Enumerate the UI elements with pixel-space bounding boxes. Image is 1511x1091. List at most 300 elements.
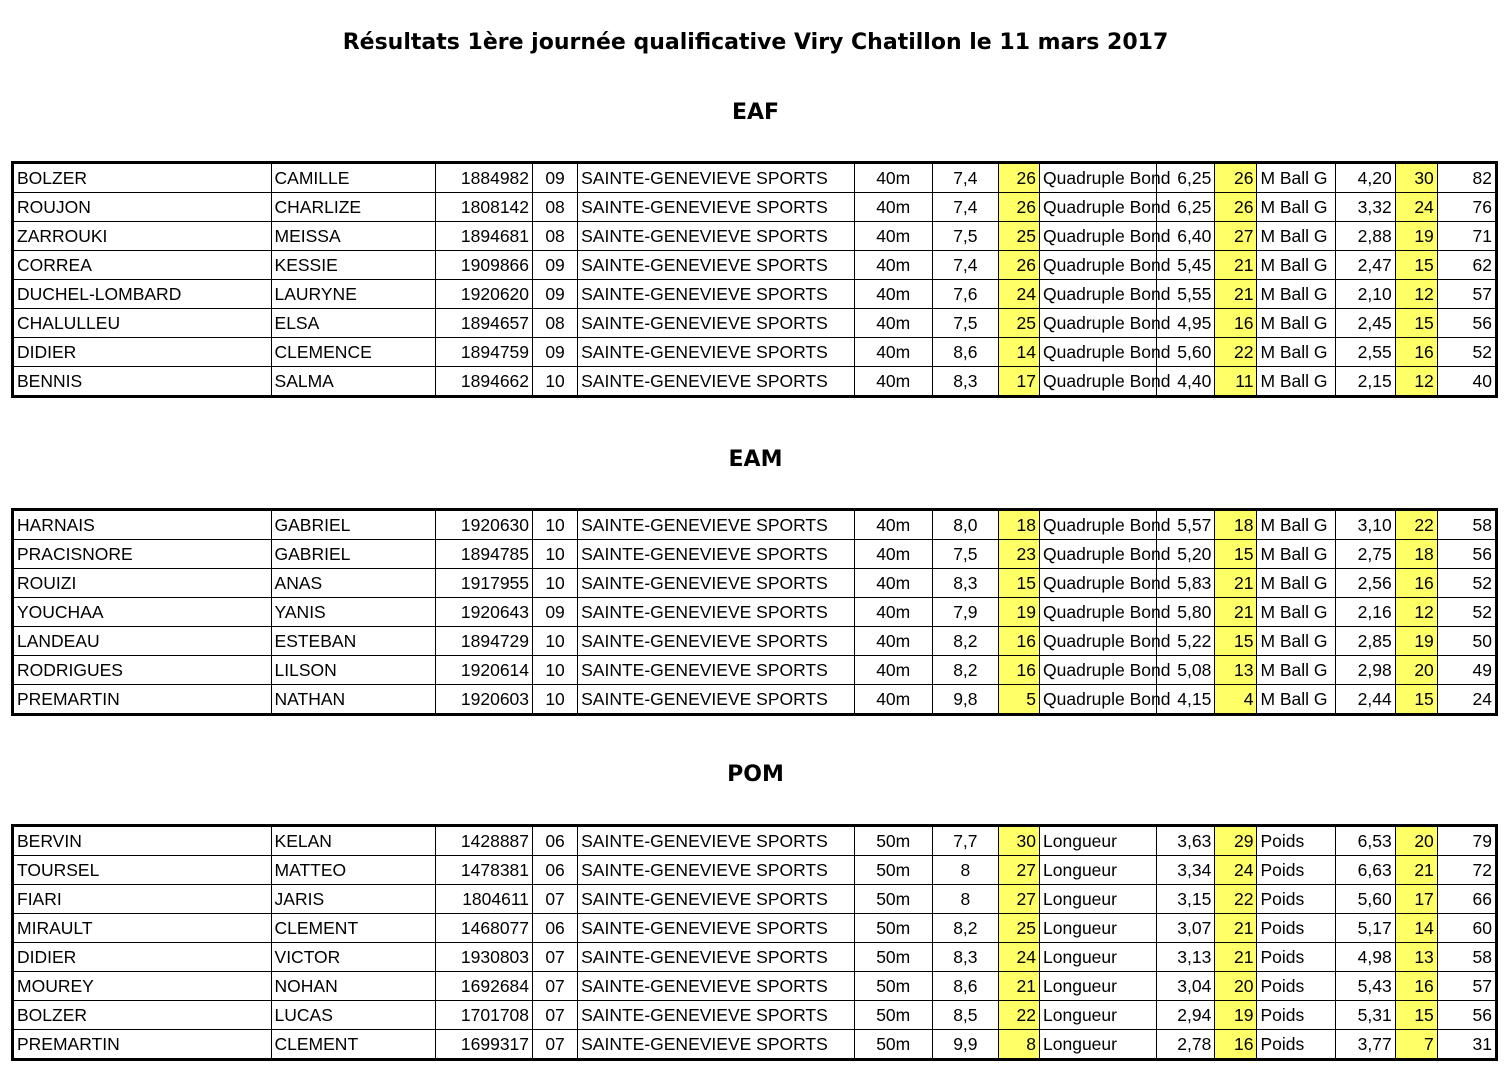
cell-first-name: LAURYNE xyxy=(271,280,435,309)
table-row xyxy=(13,856,1497,885)
cell-event1: 40m xyxy=(854,163,932,193)
cell-first-name: LILSON xyxy=(271,656,435,685)
cell-perf3: 4,98 xyxy=(1335,943,1395,972)
cell-event3: M Ball G xyxy=(1257,598,1335,627)
cell-last-name: RODRIGUES xyxy=(13,656,272,685)
cell-total: 82 xyxy=(1437,163,1496,193)
cell-total: 56 xyxy=(1437,309,1496,338)
cell-event2: Quadruple Bond xyxy=(1040,309,1157,338)
cell-last-name: TOURSEL xyxy=(13,856,272,885)
cell-pts3: 16 xyxy=(1395,972,1437,1001)
cell-event3: M Ball G xyxy=(1257,338,1335,367)
cell-club: SAINTE-GENEVIEVE SPORTS xyxy=(578,943,855,972)
cell-perf1: 8,2 xyxy=(932,914,998,943)
cell-pts2: 21 xyxy=(1215,914,1257,943)
cell-last-name: PREMARTIN xyxy=(13,1030,272,1060)
cell-year: 09 xyxy=(533,163,578,193)
cell-license: 1894681 xyxy=(435,222,532,251)
cell-last-name: BENNIS xyxy=(13,367,272,397)
cell-perf1: 8,2 xyxy=(932,656,998,685)
table-row xyxy=(13,510,1497,540)
cell-pts1: 23 xyxy=(998,540,1039,569)
cell-event2: Longueur xyxy=(1040,972,1157,1001)
cell-event1: 50m xyxy=(854,1001,932,1030)
cell-event3: Poids xyxy=(1257,1030,1335,1060)
cell-perf3: 2,10 xyxy=(1335,280,1395,309)
cell-event1: 40m xyxy=(854,510,932,540)
cell-event2: Quadruple Bond xyxy=(1040,280,1157,309)
cell-perf2: 4,15 xyxy=(1157,685,1215,715)
cell-event2: Quadruple Bond xyxy=(1040,163,1157,193)
cell-perf1: 8,3 xyxy=(932,943,998,972)
cell-event2: Quadruple Bond xyxy=(1040,338,1157,367)
cell-year: 10 xyxy=(533,569,578,598)
table-row xyxy=(13,540,1497,569)
cell-perf3: 2,88 xyxy=(1335,222,1395,251)
cell-club: SAINTE-GENEVIEVE SPORTS xyxy=(578,367,855,397)
cell-perf1: 8,5 xyxy=(932,1001,998,1030)
cell-event3: Poids xyxy=(1257,914,1335,943)
cell-total: 79 xyxy=(1437,826,1496,856)
table-row xyxy=(13,338,1497,367)
cell-last-name: CHALULLEU xyxy=(13,309,272,338)
cell-pts1: 25 xyxy=(998,309,1039,338)
cell-perf1: 8,6 xyxy=(932,972,998,1001)
cell-club: SAINTE-GENEVIEVE SPORTS xyxy=(578,972,855,1001)
cell-event2: Quadruple Bond xyxy=(1040,685,1157,715)
cell-first-name: GABRIEL xyxy=(271,510,435,540)
cell-perf1: 8,6 xyxy=(932,338,998,367)
cell-last-name: MIRAULT xyxy=(13,914,272,943)
cell-event3: Poids xyxy=(1257,943,1335,972)
cell-pts3: 15 xyxy=(1395,251,1437,280)
cell-last-name: DIDIER xyxy=(13,338,272,367)
cell-pts1: 21 xyxy=(998,972,1039,1001)
cell-perf2: 5,57 xyxy=(1157,510,1215,540)
cell-perf3: 2,16 xyxy=(1335,598,1395,627)
cell-event2: Quadruple Bond xyxy=(1040,251,1157,280)
cell-perf2: 5,08 xyxy=(1157,656,1215,685)
cell-total: 52 xyxy=(1437,598,1496,627)
cell-last-name: DIDIER xyxy=(13,943,272,972)
cell-event2: Longueur xyxy=(1040,856,1157,885)
cell-event2: Quadruple Bond xyxy=(1040,367,1157,397)
section-title-eam: EAM xyxy=(728,447,783,472)
cell-first-name: ANAS xyxy=(271,569,435,598)
cell-perf1: 7,4 xyxy=(932,251,998,280)
cell-pts2: 27 xyxy=(1215,222,1257,251)
cell-pts1: 15 xyxy=(998,569,1039,598)
cell-event1: 50m xyxy=(854,914,932,943)
table-row xyxy=(13,972,1497,1001)
cell-event3: M Ball G xyxy=(1257,510,1335,540)
cell-first-name: JARIS xyxy=(271,885,435,914)
cell-club: SAINTE-GENEVIEVE SPORTS xyxy=(578,510,855,540)
cell-perf1: 7,5 xyxy=(932,222,998,251)
cell-total: 60 xyxy=(1437,914,1496,943)
cell-year: 06 xyxy=(533,856,578,885)
cell-pts3: 16 xyxy=(1395,338,1437,367)
cell-license: 1701708 xyxy=(435,1001,532,1030)
cell-perf3: 3,77 xyxy=(1335,1030,1395,1060)
cell-license: 1909866 xyxy=(435,251,532,280)
cell-pts2: 18 xyxy=(1215,510,1257,540)
cell-event3: Poids xyxy=(1257,1001,1335,1030)
cell-perf2: 4,40 xyxy=(1157,367,1215,397)
cell-last-name: HARNAIS xyxy=(13,510,272,540)
cell-event2: Quadruple Bond xyxy=(1040,627,1157,656)
cell-year: 08 xyxy=(533,309,578,338)
cell-perf1: 8,2 xyxy=(932,627,998,656)
cell-event1: 40m xyxy=(854,309,932,338)
cell-pts3: 22 xyxy=(1395,510,1437,540)
cell-perf1: 7,4 xyxy=(932,163,998,193)
cell-perf3: 6,53 xyxy=(1335,826,1395,856)
cell-event3: M Ball G xyxy=(1257,656,1335,685)
cell-first-name: LUCAS xyxy=(271,1001,435,1030)
cell-license: 1894785 xyxy=(435,540,532,569)
cell-perf3: 5,60 xyxy=(1335,885,1395,914)
cell-pts2: 21 xyxy=(1215,280,1257,309)
cell-perf2: 5,60 xyxy=(1157,338,1215,367)
cell-pts2: 20 xyxy=(1215,972,1257,1001)
cell-perf3: 2,15 xyxy=(1335,367,1395,397)
cell-perf3: 3,32 xyxy=(1335,193,1395,222)
cell-total: 31 xyxy=(1437,1030,1496,1060)
cell-event1: 40m xyxy=(854,569,932,598)
cell-event2: Longueur xyxy=(1040,914,1157,943)
cell-total: 62 xyxy=(1437,251,1496,280)
cell-perf1: 9,9 xyxy=(932,1030,998,1060)
cell-pts1: 27 xyxy=(998,885,1039,914)
cell-first-name: GABRIEL xyxy=(271,540,435,569)
cell-pts2: 16 xyxy=(1215,1030,1257,1060)
cell-perf2: 3,07 xyxy=(1157,914,1215,943)
cell-perf1: 7,7 xyxy=(932,826,998,856)
cell-event3: M Ball G xyxy=(1257,222,1335,251)
cell-total: 57 xyxy=(1437,280,1496,309)
cell-license: 1808142 xyxy=(435,193,532,222)
cell-license: 1917955 xyxy=(435,569,532,598)
cell-first-name: VICTOR xyxy=(271,943,435,972)
cell-event1: 40m xyxy=(854,685,932,715)
cell-pts2: 22 xyxy=(1215,338,1257,367)
cell-pts3: 14 xyxy=(1395,914,1437,943)
cell-total: 40 xyxy=(1437,367,1496,397)
cell-pts1: 19 xyxy=(998,598,1039,627)
cell-last-name: ROUIZI xyxy=(13,569,272,598)
table-row xyxy=(13,163,1497,193)
cell-event3: M Ball G xyxy=(1257,627,1335,656)
cell-last-name: FIARI xyxy=(13,885,272,914)
cell-perf3: 2,47 xyxy=(1335,251,1395,280)
cell-perf3: 2,75 xyxy=(1335,540,1395,569)
cell-license: 1894662 xyxy=(435,367,532,397)
cell-pts2: 21 xyxy=(1215,569,1257,598)
table-row xyxy=(13,885,1497,914)
cell-pts3: 12 xyxy=(1395,367,1437,397)
cell-last-name: BERVIN xyxy=(13,826,272,856)
results-table-eam xyxy=(11,508,1498,716)
cell-year: 10 xyxy=(533,656,578,685)
cell-first-name: NOHAN xyxy=(271,972,435,1001)
cell-event3: M Ball G xyxy=(1257,540,1335,569)
cell-first-name: KELAN xyxy=(271,826,435,856)
cell-total: 57 xyxy=(1437,972,1496,1001)
cell-pts2: 21 xyxy=(1215,251,1257,280)
cell-perf1: 8 xyxy=(932,885,998,914)
cell-last-name: PREMARTIN xyxy=(13,685,272,715)
cell-club: SAINTE-GENEVIEVE SPORTS xyxy=(578,163,855,193)
cell-pts1: 27 xyxy=(998,856,1039,885)
cell-perf3: 2,85 xyxy=(1335,627,1395,656)
cell-pts2: 11 xyxy=(1215,367,1257,397)
cell-pts2: 4 xyxy=(1215,685,1257,715)
cell-pts2: 16 xyxy=(1215,309,1257,338)
cell-pts2: 13 xyxy=(1215,656,1257,685)
cell-event2: Quadruple Bond xyxy=(1040,510,1157,540)
cell-year: 07 xyxy=(533,1001,578,1030)
page-title: Résultats 1ère journée qualificative Viry Chatillon le 11 mars 2017 xyxy=(342,30,1169,55)
table-row xyxy=(13,367,1497,397)
cell-total: 66 xyxy=(1437,885,1496,914)
cell-pts1: 16 xyxy=(998,656,1039,685)
cell-first-name: SALMA xyxy=(271,367,435,397)
cell-pts3: 19 xyxy=(1395,627,1437,656)
cell-event1: 40m xyxy=(854,280,932,309)
cell-event1: 50m xyxy=(854,856,932,885)
cell-first-name: CLEMENT xyxy=(271,1030,435,1060)
cell-event3: Poids xyxy=(1257,856,1335,885)
cell-pts3: 15 xyxy=(1395,685,1437,715)
cell-perf1: 8,0 xyxy=(932,510,998,540)
cell-pts3: 15 xyxy=(1395,1001,1437,1030)
cell-event2: Quadruple Bond xyxy=(1040,193,1157,222)
cell-last-name: BOLZER xyxy=(13,163,272,193)
cell-license: 1920630 xyxy=(435,510,532,540)
cell-event3: M Ball G xyxy=(1257,569,1335,598)
cell-pts1: 22 xyxy=(998,1001,1039,1030)
cell-total: 58 xyxy=(1437,943,1496,972)
cell-event1: 40m xyxy=(854,540,932,569)
cell-pts2: 21 xyxy=(1215,598,1257,627)
cell-pts1: 14 xyxy=(998,338,1039,367)
cell-first-name: NATHAN xyxy=(271,685,435,715)
cell-event1: 40m xyxy=(854,367,932,397)
cell-pts3: 24 xyxy=(1395,193,1437,222)
cell-license: 1804611 xyxy=(435,885,532,914)
cell-pts3: 30 xyxy=(1395,163,1437,193)
cell-perf2: 2,78 xyxy=(1157,1030,1215,1060)
table-row xyxy=(13,826,1497,856)
cell-year: 10 xyxy=(533,510,578,540)
cell-perf3: 2,98 xyxy=(1335,656,1395,685)
cell-club: SAINTE-GENEVIEVE SPORTS xyxy=(578,309,855,338)
cell-event1: 50m xyxy=(854,885,932,914)
cell-year: 10 xyxy=(533,627,578,656)
cell-club: SAINTE-GENEVIEVE SPORTS xyxy=(578,685,855,715)
cell-perf2: 3,04 xyxy=(1157,972,1215,1001)
cell-perf1: 7,9 xyxy=(932,598,998,627)
cell-perf3: 5,43 xyxy=(1335,972,1395,1001)
cell-last-name: DUCHEL-LOMBARD xyxy=(13,280,272,309)
cell-event1: 50m xyxy=(854,826,932,856)
cell-perf2: 6,25 xyxy=(1157,193,1215,222)
cell-event2: Longueur xyxy=(1040,826,1157,856)
cell-total: 58 xyxy=(1437,510,1496,540)
cell-license: 1428887 xyxy=(435,826,532,856)
cell-total: 52 xyxy=(1437,569,1496,598)
cell-pts1: 5 xyxy=(998,685,1039,715)
cell-pts3: 12 xyxy=(1395,598,1437,627)
table-row xyxy=(13,685,1497,715)
cell-license: 1920643 xyxy=(435,598,532,627)
cell-pts2: 15 xyxy=(1215,627,1257,656)
cell-event3: Poids xyxy=(1257,885,1335,914)
cell-total: 24 xyxy=(1437,685,1496,715)
cell-year: 10 xyxy=(533,540,578,569)
cell-total: 50 xyxy=(1437,627,1496,656)
cell-year: 07 xyxy=(533,885,578,914)
cell-club: SAINTE-GENEVIEVE SPORTS xyxy=(578,598,855,627)
cell-pts1: 26 xyxy=(998,163,1039,193)
table-row xyxy=(13,569,1497,598)
cell-event1: 50m xyxy=(854,943,932,972)
cell-year: 08 xyxy=(533,222,578,251)
cell-perf2: 2,94 xyxy=(1157,1001,1215,1030)
cell-event3: M Ball G xyxy=(1257,309,1335,338)
cell-perf3: 6,63 xyxy=(1335,856,1395,885)
cell-pts3: 20 xyxy=(1395,656,1437,685)
cell-first-name: ELSA xyxy=(271,309,435,338)
cell-pts3: 20 xyxy=(1395,826,1437,856)
cell-club: SAINTE-GENEVIEVE SPORTS xyxy=(578,280,855,309)
cell-perf1: 8,3 xyxy=(932,367,998,397)
cell-first-name: MATTEO xyxy=(271,856,435,885)
cell-perf1: 7,5 xyxy=(932,309,998,338)
cell-event1: 40m xyxy=(854,656,932,685)
cell-perf2: 5,55 xyxy=(1157,280,1215,309)
cell-perf3: 5,17 xyxy=(1335,914,1395,943)
cell-total: 76 xyxy=(1437,193,1496,222)
cell-license: 1884982 xyxy=(435,163,532,193)
table-row xyxy=(13,656,1497,685)
cell-year: 10 xyxy=(533,367,578,397)
cell-perf3: 2,45 xyxy=(1335,309,1395,338)
cell-perf1: 7,5 xyxy=(932,540,998,569)
cell-pts2: 15 xyxy=(1215,540,1257,569)
cell-pts2: 29 xyxy=(1215,826,1257,856)
cell-total: 49 xyxy=(1437,656,1496,685)
cell-club: SAINTE-GENEVIEVE SPORTS xyxy=(578,222,855,251)
cell-year: 07 xyxy=(533,1030,578,1060)
cell-event2: Longueur xyxy=(1040,885,1157,914)
cell-pts2: 21 xyxy=(1215,943,1257,972)
cell-license: 1894759 xyxy=(435,338,532,367)
cell-license: 1920620 xyxy=(435,280,532,309)
cell-perf3: 2,44 xyxy=(1335,685,1395,715)
table-row xyxy=(13,914,1497,943)
cell-last-name: BOLZER xyxy=(13,1001,272,1030)
cell-year: 09 xyxy=(533,251,578,280)
cell-first-name: MEISSA xyxy=(271,222,435,251)
cell-first-name: YANIS xyxy=(271,598,435,627)
cell-club: SAINTE-GENEVIEVE SPORTS xyxy=(578,914,855,943)
cell-pts2: 26 xyxy=(1215,193,1257,222)
cell-perf1: 7,4 xyxy=(932,193,998,222)
cell-first-name: KESSIE xyxy=(271,251,435,280)
cell-pts1: 16 xyxy=(998,627,1039,656)
cell-pts1: 26 xyxy=(998,193,1039,222)
cell-last-name: ZARROUKI xyxy=(13,222,272,251)
cell-last-name: MOUREY xyxy=(13,972,272,1001)
cell-pts1: 24 xyxy=(998,943,1039,972)
cell-pts2: 24 xyxy=(1215,856,1257,885)
cell-club: SAINTE-GENEVIEVE SPORTS xyxy=(578,338,855,367)
cell-perf2: 5,22 xyxy=(1157,627,1215,656)
cell-event3: Poids xyxy=(1257,972,1335,1001)
cell-year: 06 xyxy=(533,826,578,856)
cell-perf2: 4,95 xyxy=(1157,309,1215,338)
cell-event2: Quadruple Bond xyxy=(1040,222,1157,251)
cell-event3: M Ball G xyxy=(1257,280,1335,309)
table-row xyxy=(13,627,1497,656)
cell-year: 09 xyxy=(533,338,578,367)
cell-event1: 40m xyxy=(854,251,932,280)
cell-license: 1920614 xyxy=(435,656,532,685)
cell-perf1: 8 xyxy=(932,856,998,885)
cell-pts3: 19 xyxy=(1395,222,1437,251)
cell-perf2: 3,34 xyxy=(1157,856,1215,885)
cell-perf3: 3,10 xyxy=(1335,510,1395,540)
results-table-eaf xyxy=(11,161,1498,398)
cell-perf1: 9,8 xyxy=(932,685,998,715)
cell-year: 09 xyxy=(533,280,578,309)
cell-pts3: 17 xyxy=(1395,885,1437,914)
cell-club: SAINTE-GENEVIEVE SPORTS xyxy=(578,251,855,280)
cell-perf2: 5,45 xyxy=(1157,251,1215,280)
cell-license: 1894729 xyxy=(435,627,532,656)
cell-event1: 40m xyxy=(854,598,932,627)
table-row xyxy=(13,193,1497,222)
cell-pts3: 7 xyxy=(1395,1030,1437,1060)
cell-pts1: 18 xyxy=(998,510,1039,540)
cell-event2: Quadruple Bond xyxy=(1040,569,1157,598)
cell-event1: 40m xyxy=(854,627,932,656)
cell-club: SAINTE-GENEVIEVE SPORTS xyxy=(578,569,855,598)
cell-pts3: 18 xyxy=(1395,540,1437,569)
cell-club: SAINTE-GENEVIEVE SPORTS xyxy=(578,627,855,656)
table-row xyxy=(13,943,1497,972)
table-row xyxy=(13,598,1497,627)
cell-pts1: 8 xyxy=(998,1030,1039,1060)
cell-license: 1478381 xyxy=(435,856,532,885)
cell-perf1: 8,3 xyxy=(932,569,998,598)
cell-first-name: CAMILLE xyxy=(271,163,435,193)
cell-year: 08 xyxy=(533,193,578,222)
cell-last-name: YOUCHAA xyxy=(13,598,272,627)
cell-year: 06 xyxy=(533,914,578,943)
cell-year: 07 xyxy=(533,972,578,1001)
cell-perf2: 5,20 xyxy=(1157,540,1215,569)
cell-club: SAINTE-GENEVIEVE SPORTS xyxy=(578,1001,855,1030)
cell-perf3: 2,55 xyxy=(1335,338,1395,367)
cell-event2: Quadruple Bond xyxy=(1040,656,1157,685)
table-row xyxy=(13,309,1497,338)
cell-perf2: 6,40 xyxy=(1157,222,1215,251)
cell-event2: Longueur xyxy=(1040,943,1157,972)
cell-perf3: 4,20 xyxy=(1335,163,1395,193)
